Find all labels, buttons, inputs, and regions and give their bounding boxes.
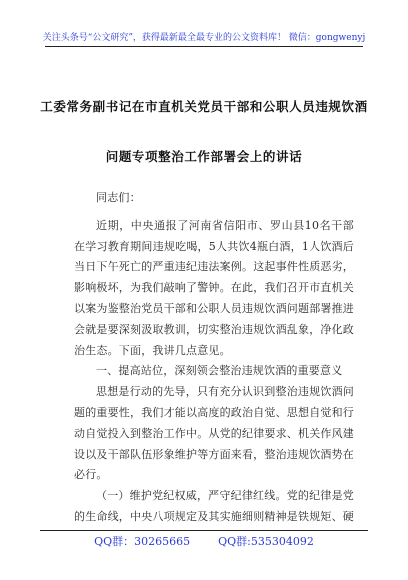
- document-title-line-1: 工委常务副书记在市直机关党员干部和公职人员违规饮酒: [40, 99, 368, 114]
- body-paragraph: 近期，中央通报了河南省信阳市、罗山县10名干部在学习教育期间违规吃喝，5人共饮4瓶白酒，1人饮酒后当日下午死亡的严重违纪违法案例。这起事件性质恶劣，影响极坏，为我们敲响了警钟。在此，我们召开市直机关以案为鉴整治党员干部和公职人员违规饮酒问题部署推进会就是要深刻汲取教训，切实整治违规饮酒乱象，净化政治生态。下面，我讲几点意见。: [74, 218, 354, 357]
- footer-qq-group-2: QQ群:535304092: [218, 535, 314, 548]
- footer-divider: [40, 530, 368, 531]
- footer-qq-group-1: QQ群：30265665: [94, 535, 191, 548]
- body-paragraph: 思想是行动的先导，只有充分认识到整治违规饮酒问题的重要性，我们才能以高度的政治自觉、思想自觉和行动自觉投入到整治工作中。从党的纪律要求、机关作风建设以及干部队伍形象维护等方面来看，整治违规饮酒势在必行。: [74, 385, 354, 482]
- salutation: 同志们：: [96, 191, 141, 204]
- footer-contact: [0, 533, 408, 549]
- section-heading: 一、提高站位，深刻领会整治违规饮酒的重要意义: [96, 364, 343, 378]
- header-divider: [45, 46, 363, 47]
- document-title-line-2: 问题专项整治工作部署会上的讲话: [105, 149, 303, 164]
- body-paragraph: （一）维护党纪权威，严守纪律红线。党的纪律是党的生命线，中央八项规定及其实施细则精神是铁规矩、硬: [74, 489, 354, 523]
- document-body: [74, 188, 354, 528]
- header-note: 关注头条号“公文研究”，获得最新最全最专业的公文资料库！ 微信：gongwenyj: [42, 33, 366, 43]
